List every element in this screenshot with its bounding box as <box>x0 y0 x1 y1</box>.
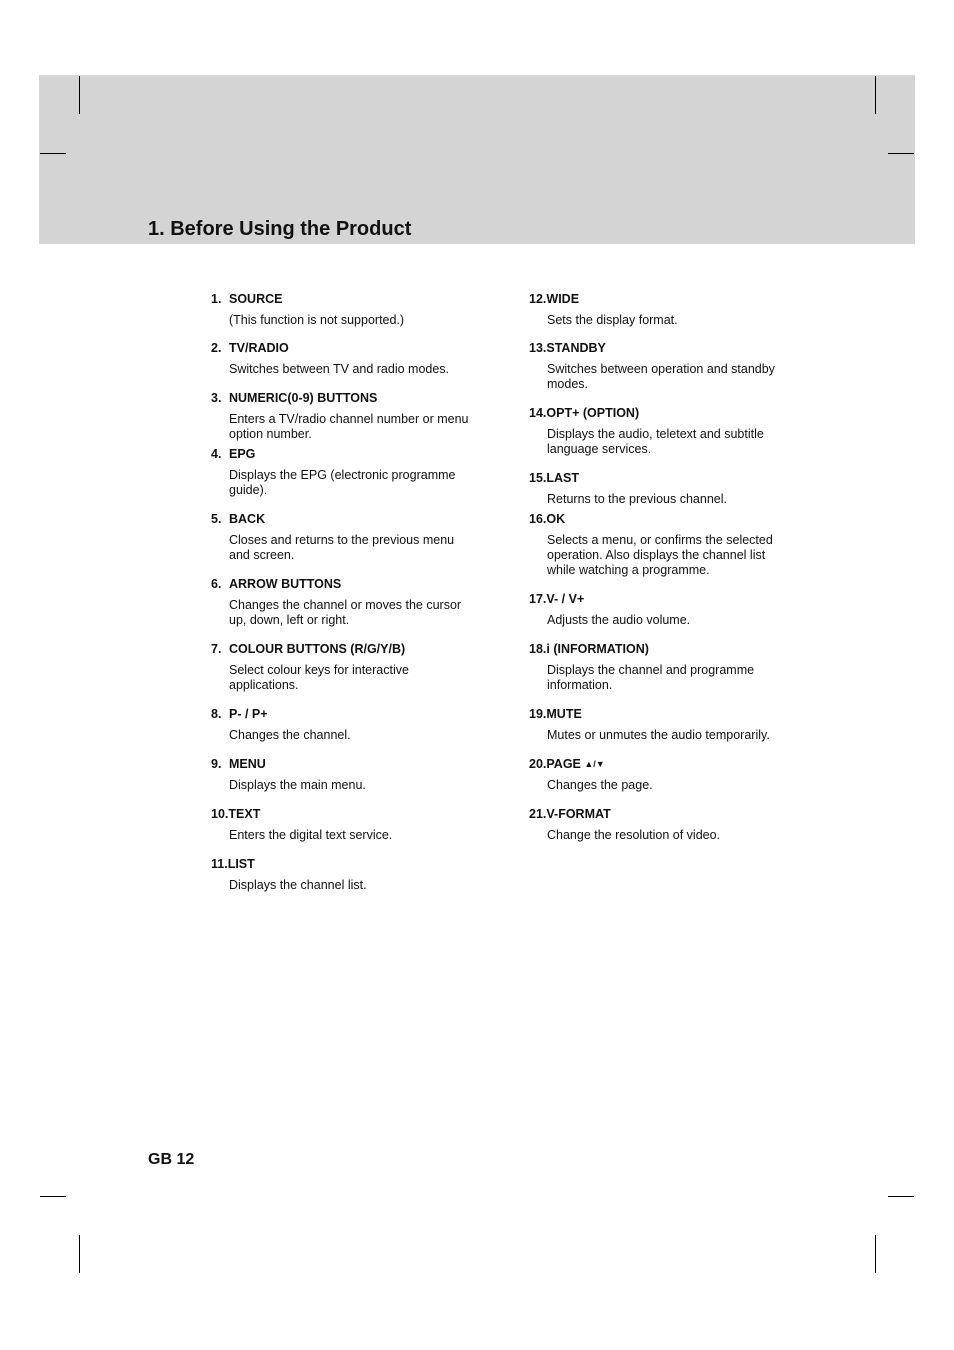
item-description: Closes and returns to the previous menu and screen. <box>229 533 455 562</box>
list-item <box>211 757 476 793</box>
item-description: Displays the channel and programme information. <box>547 663 755 692</box>
page-title: 1. Before Using the Product <box>148 218 412 240</box>
item-number: 3. <box>211 391 222 405</box>
item-number: 14. <box>529 406 547 420</box>
item-number: 11. <box>211 857 228 871</box>
item-number: 2. <box>211 341 222 355</box>
list-item <box>529 512 794 578</box>
list-item <box>211 577 476 628</box>
item-heading <box>211 757 476 772</box>
item-heading <box>529 341 794 356</box>
item-label: OPT+ (OPTION) <box>546 406 640 420</box>
item-heading <box>211 577 476 592</box>
item-number: 1. <box>211 292 222 306</box>
item-description: Change the resolution of video. <box>547 828 721 842</box>
item-heading <box>211 341 476 356</box>
list-item <box>529 341 794 392</box>
crop-mark <box>40 153 66 154</box>
item-label: i (INFORMATION) <box>546 642 649 656</box>
item-description: Enters the digital text service. <box>229 828 393 842</box>
item-heading <box>211 391 476 406</box>
item-label: PAGE <box>546 757 581 771</box>
item-label: P- / P+ <box>229 707 268 721</box>
page-up-down-icon: ▲/▼ <box>584 759 605 769</box>
item-number: 15. <box>529 471 547 485</box>
item-description: (This function is not supported.) <box>229 313 405 327</box>
crop-mark <box>79 1235 80 1273</box>
list-item <box>211 707 476 743</box>
item-heading <box>529 471 794 486</box>
item-label: TV/RADIO <box>229 341 289 355</box>
crop-mark <box>888 153 914 154</box>
item-heading <box>211 642 476 657</box>
crop-mark <box>875 1235 876 1273</box>
item-number: 16. <box>529 512 547 526</box>
item-label: MENU <box>229 757 266 771</box>
item-label: V- / V+ <box>546 592 585 606</box>
item-label: V-FORMAT <box>546 807 611 821</box>
item-heading <box>529 757 794 772</box>
item-description: Switches between TV and radio modes. <box>229 362 450 376</box>
item-number: 13. <box>529 341 547 355</box>
item-heading <box>529 642 794 657</box>
list-item <box>211 341 476 377</box>
item-label: ARROW BUTTONS <box>229 577 342 591</box>
item-label: COLOUR BUTTONS (R/G/Y/B) <box>229 642 406 656</box>
item-description: Sets the display format. <box>547 313 678 327</box>
item-number: 9. <box>211 757 222 771</box>
item-description: Mutes or unmutes the audio temporarily. <box>547 728 770 742</box>
list-item <box>529 471 794 507</box>
item-heading <box>529 292 794 307</box>
item-number: 18. <box>529 642 547 656</box>
item-number: 8. <box>211 707 222 721</box>
crop-mark <box>40 1196 66 1197</box>
item-number: 17. <box>529 592 547 606</box>
item-description: Enters a TV/radio channel number or menu option number. <box>229 412 469 441</box>
list-item <box>529 807 794 843</box>
item-description: Changes the channel. <box>229 728 351 742</box>
item-heading <box>529 512 794 527</box>
list-item <box>211 447 476 498</box>
item-description: Displays the main menu. <box>229 778 366 792</box>
item-label: STANDBY <box>546 341 606 355</box>
item-description: Adjusts the audio volume. <box>547 613 691 627</box>
item-heading <box>529 707 794 722</box>
item-number: 21. <box>529 807 547 821</box>
item-number: 20. <box>529 757 547 771</box>
item-label: TEXT <box>228 807 261 821</box>
item-number: 7. <box>211 642 222 656</box>
list-item <box>211 807 476 843</box>
item-number: 12. <box>529 292 547 306</box>
list-item <box>529 592 794 628</box>
item-label: LIST <box>227 857 255 871</box>
item-heading <box>211 707 476 722</box>
item-description: Changes the channel or moves the cursor up, down, left or right. <box>229 598 462 627</box>
crop-mark <box>888 1196 914 1197</box>
item-number: 10. <box>211 807 229 821</box>
item-heading <box>211 857 476 872</box>
item-label: OK <box>546 512 566 526</box>
crop-mark <box>79 76 80 114</box>
item-description: Changes the page. <box>547 778 653 792</box>
item-heading <box>529 807 794 822</box>
list-item <box>211 292 476 328</box>
item-label: LAST <box>546 471 580 485</box>
item-heading <box>211 807 476 822</box>
list-item <box>211 512 476 563</box>
list-item <box>211 391 476 442</box>
item-heading <box>529 592 794 607</box>
item-description: Displays the channel list. <box>229 878 367 892</box>
item-description: Selects a menu, or confirms the selected operation. Also displays the channel list while watching a programme. <box>547 533 773 577</box>
crop-mark <box>875 76 876 114</box>
item-label: MUTE <box>546 707 582 721</box>
item-heading <box>529 406 794 421</box>
item-label: EPG <box>229 447 256 461</box>
item-label: WIDE <box>546 292 580 306</box>
list-item <box>529 707 794 743</box>
item-description: Returns to the previous channel. <box>547 492 727 506</box>
page-number: GB 12 <box>148 1151 195 1168</box>
item-heading <box>211 447 476 462</box>
item-description: Switches between operation and standby modes. <box>547 362 775 391</box>
item-label: SOURCE <box>229 292 283 306</box>
item-description: Select colour keys for interactive applications. <box>229 663 409 692</box>
item-heading <box>211 292 476 307</box>
item-number: 19. <box>529 707 547 721</box>
item-number: 6. <box>211 577 222 591</box>
list-item <box>529 406 794 457</box>
item-heading <box>211 512 476 527</box>
item-description: Displays the EPG (electronic programme guide). <box>229 468 456 497</box>
item-label: NUMERIC(0-9) BUTTONS <box>229 391 378 405</box>
list-item <box>211 642 476 693</box>
list-item <box>529 292 794 328</box>
list-item <box>529 642 794 693</box>
item-number: 4. <box>211 447 222 461</box>
item-description: Displays the audio, teletext and subtitle language services. <box>547 427 764 456</box>
list-item <box>529 757 794 793</box>
list-item <box>211 857 476 893</box>
item-number: 5. <box>211 512 222 526</box>
item-label: BACK <box>229 512 266 526</box>
